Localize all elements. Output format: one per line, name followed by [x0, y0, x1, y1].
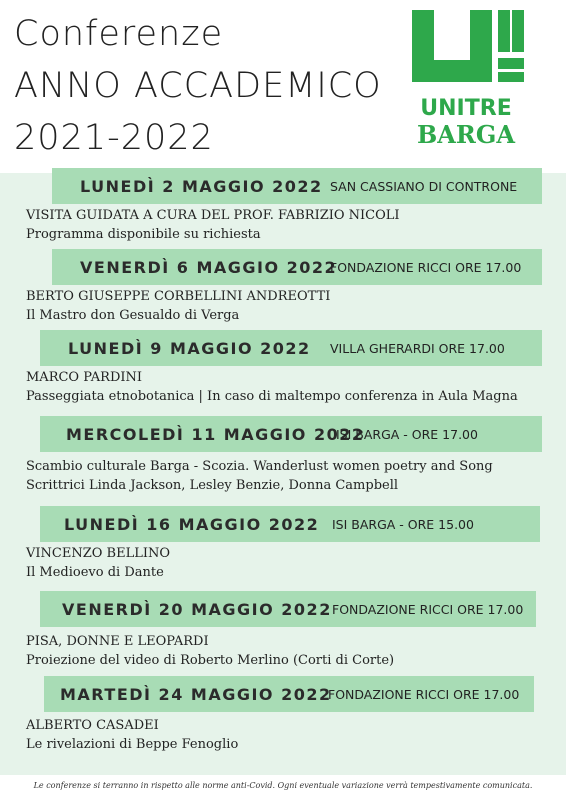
- event-date: LUNEDÌ 9 MAGGIO 2022: [68, 338, 311, 358]
- event-place: ISI BARGA - ORE 17.00: [336, 426, 478, 442]
- title-line-1: Conferenze: [14, 14, 224, 54]
- event-date: MARTEDÌ 24 MAGGIO 2022: [60, 684, 332, 704]
- title-line-3: 2021-2022: [14, 118, 214, 158]
- title-line-2: ANNO ACCADEMICO: [14, 66, 382, 106]
- event-description: [26, 716, 238, 754]
- event-line-1: BERTO GIUSEPPE CORBELLINI ANDREOTTI: [26, 289, 331, 304]
- event-band: [40, 506, 540, 542]
- event-band: [40, 330, 542, 366]
- event-line-2: Programma disponibile su richiesta: [26, 227, 261, 242]
- event-line-1: VISITA GUIDATA A CURA DEL PROF. FABRIZIO NICOLI: [26, 208, 400, 223]
- event-place: ISI BARGA - ORE 15.00: [332, 516, 474, 532]
- event-date: VENERDÌ 20 MAGGIO 2022: [62, 599, 332, 619]
- event-line-1: Scambio culturale Barga - Scozia. Wanderlust women poetry and Song: [26, 459, 493, 474]
- event-date: LUNEDÌ 2 MAGGIO 2022: [80, 176, 323, 196]
- event-description: [26, 206, 400, 244]
- event-band: [40, 591, 536, 627]
- footer-note: Le conferenze si terranno in rispetto alle norme anti-Covid. Ogni eventuale variazione verrà tempestivamente comunicata.: [33, 781, 533, 790]
- event-date: MERCOLEDÌ 11 MAGGIO 2022: [66, 424, 365, 444]
- event-band: [44, 676, 534, 712]
- event-place: FONDAZIONE RICCI ORE 17.00: [330, 259, 522, 275]
- event-band: [52, 249, 542, 285]
- event-line-2: Proiezione del video di Roberto Merlino (Corti di Corte): [26, 653, 395, 668]
- event-line-2: Il Medioevo di Dante: [26, 565, 164, 580]
- event-place: VILLA GHERARDI ORE 17.00: [330, 340, 505, 356]
- event-place: FONDAZIONE RICCI ORE 17.00: [328, 686, 520, 702]
- event-description: [26, 632, 394, 670]
- page-title: [14, 8, 382, 164]
- event-line-1: VINCENZO BELLINO: [26, 546, 171, 561]
- event-line-1: ALBERTO CASADEI: [26, 718, 159, 733]
- unitre-logo: [408, 8, 524, 148]
- event-line-2: Il Mastro don Gesualdo di Verga: [26, 308, 240, 323]
- event-date: LUNEDÌ 16 MAGGIO 2022: [64, 514, 320, 534]
- event-date: VENERDÌ 6 MAGGIO 2022: [80, 257, 338, 277]
- unitre-logo-icon: [408, 8, 524, 96]
- logo-name: UNITRE: [420, 96, 512, 121]
- event-line-1: MARCO PARDINI: [26, 370, 143, 385]
- event-line-2: Scrittrici Linda Jackson, Lesley Benzie, Donna Campbell: [26, 478, 399, 493]
- event-description: [26, 544, 170, 582]
- event-place: FONDAZIONE RICCI ORE 17.00: [332, 601, 524, 617]
- event-description: [26, 287, 330, 325]
- event-line-1: PISA, DONNE E LEOPARDI: [26, 634, 209, 649]
- event-band: [40, 416, 542, 452]
- event-band: [52, 168, 542, 204]
- event-line-2: Passeggiata etnobotanica | In caso di maltempo conferenza in Aula Magna: [26, 389, 518, 404]
- logo-city: BARGA: [417, 120, 515, 149]
- event-line-2: Le rivelazioni di Beppe Fenoglio: [26, 737, 239, 752]
- event-description: [26, 457, 493, 495]
- event-place: SAN CASSIANO DI CONTRONE: [330, 178, 518, 194]
- event-description: [26, 368, 518, 406]
